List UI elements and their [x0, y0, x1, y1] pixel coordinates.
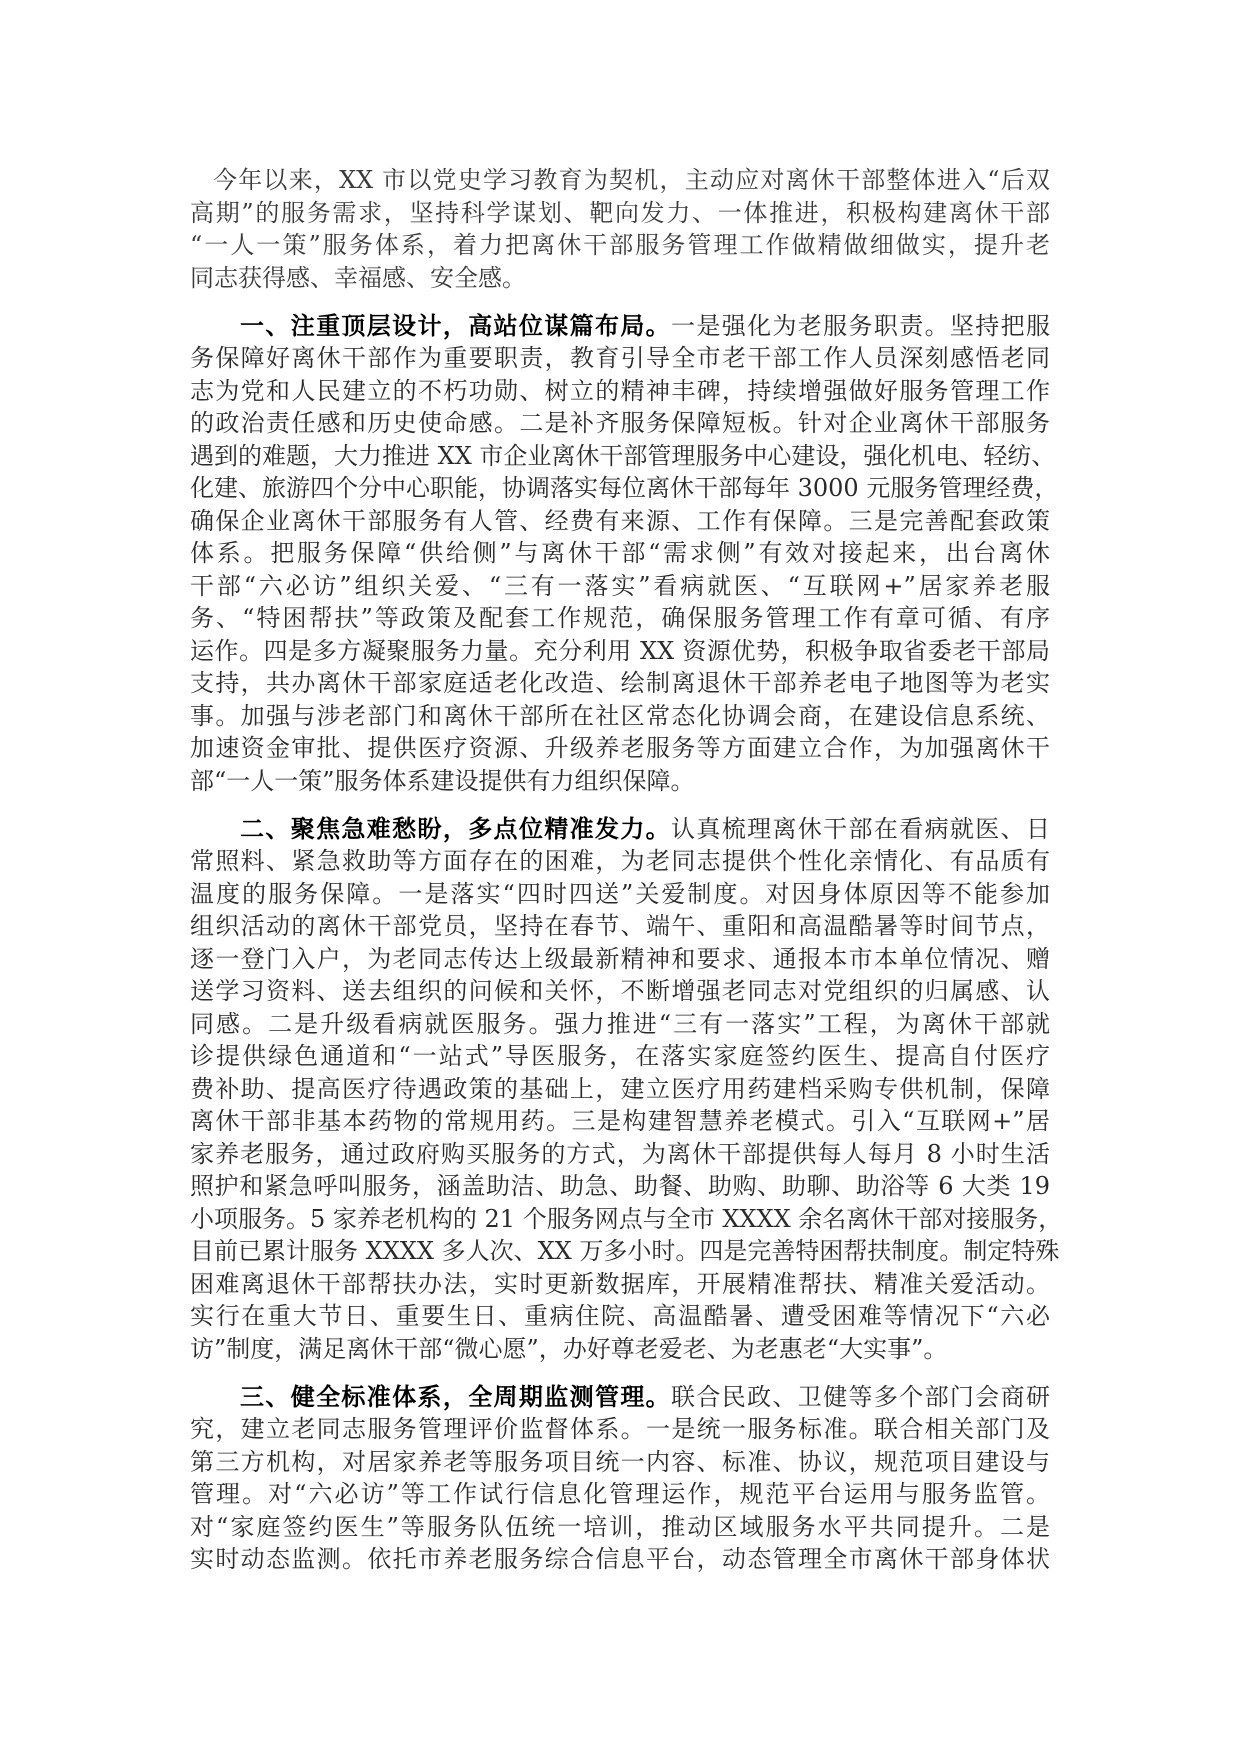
text-line: 困难离退休干部帮扶办法，实时更新数据库，开展精准帮扶、精准关爱活动。: [190, 1269, 1050, 1298]
text-line: 诊提供绿色通道和“一站式”导医服务，在落实家庭签约医生、提高自付医疗: [190, 1042, 1050, 1070]
text-line: 遇到的难题，大力推进 XX 市企业离休干部管理服务中心建设，强化机电、轻纺、: [190, 441, 1056, 470]
text-line: 志为党和人民建立的不朽功勋、树立的精神丰碑，持续增强做好服务管理工作: [190, 376, 1050, 405]
text-line: 送学习资料、送去组织的问候和关怀，不断增强老同志对党组织的归属感、认: [190, 977, 1050, 1005]
text-line: 管理。对“六必访”等工作试行信息化管理运作，规范平台运用与服务监管。: [190, 1480, 1050, 1508]
text-line: 离休干部非基本药物的常规用药。三是构建智慧养老模式。引入“互联网+”居: [190, 1107, 1050, 1135]
text-line: “一人一策”服务体系，着力把离休干部服务管理工作做精做细做实，提升老: [190, 231, 1050, 259]
text-line: 的政治责任感和历史使命感。二是补齐服务保障短板。针对企业离休干部服务: [190, 409, 1050, 437]
text-line: 逐一登门入户，为老同志传达上级最新精神和要求、通报本市本单位情况、赠: [190, 944, 1050, 973]
section-heading: 一、注重顶层设计，高站位谋篇布局。: [240, 310, 672, 340]
section-first-line: [190, 813, 1050, 846]
text-line: 部“一人一策”服务体系建设提供有力组织保障。: [190, 766, 695, 795]
text-line: 实行在重大节日、重要生日、重病住院、高温酷暑、遭受困难等情况下“六必: [190, 1302, 1050, 1330]
text-line: 家养老服务，通过政府购买服务的方式，为离休干部提供每人每月 8 小时生活: [190, 1139, 1050, 1168]
section-heading: 三、健全标准体系，全周期监测管理。: [240, 1381, 672, 1411]
text-line: 高期”的服务需求，坚持科学谋划、靶向发力、一体推进，积极构建离休干部: [190, 198, 1050, 227]
text-line: 照护和紧急呼叫服务，涵盖助洁、助急、助餐、助购、助聊、助浴等 6 大类 19: [190, 1172, 1050, 1200]
text-line: 小项服务。5 家养老机构的 21 个服务网点与全市 XXXX 余名离休干部对接服务，: [190, 1204, 1063, 1233]
text-line: 访”制度，满足离休干部“微心愿”，办好尊老爱老、为老惠老“大实事”。: [190, 1334, 948, 1363]
intro-paragraph: [190, 164, 1050, 294]
text-line: 干部“六必访”组织关爱、“三有一落实”看病就医、“互联网+”居家养老服: [190, 571, 1050, 600]
text-line: 目前已累计服务 XXXX 多人次、XX 万多小时。四是完善特困帮扶制度。制定特殊: [190, 1237, 1060, 1265]
text-line: 支持，共办离休干部家庭适老化改造、绘制离退休干部养老电子地图等为老实: [190, 669, 1050, 697]
sections: [190, 310, 1063, 1576]
section-paragraph: [190, 1381, 1050, 1576]
text-line: 今年以来，XX 市以党史学习教育为契机，主动应对离休干部整体进入“后双: [213, 166, 1050, 194]
text-span: 认真梳理离休干部在看病就医、日: [671, 814, 1050, 843]
section-paragraph: [190, 813, 1063, 1366]
document-body: [190, 164, 1063, 1591]
text-line: 加速资金审批、提供医疗资源、升级养老服务等方面建立合作，为加强离休干: [190, 734, 1050, 762]
text-line: 究，建立老同志服务管理评价监督体系。一是统一服务标准。联合相关部门及: [190, 1415, 1050, 1443]
section-first-line: [190, 1381, 1050, 1414]
text-line: 实时动态监测。依托市养老服务综合信息平台，动态管理全市离休干部身体状: [190, 1545, 1050, 1573]
text-line: 费补助、提高医疗待遇政策的基础上，建立医疗用药建档采购专供机制，保障: [190, 1074, 1050, 1103]
text-line: 事。加强与涉老部门和离休干部所在社区常态化协调会商，在建设信息系统、: [190, 701, 1050, 730]
text-line: 组织活动的离休干部党员，坚持在春节、端午、重阳和高温酷暑等时间节点，: [190, 912, 1050, 940]
text-line: 同感。二是升级看病就医服务。强力推进“三有一落实”工程，为离休干部就: [190, 1009, 1050, 1038]
text-line: 第三方机构，对居家养老等服务项目统一内容、标准、协议，规范项目建设与: [190, 1447, 1050, 1476]
text-span: 联合民政、卫健等多个部门会商研: [671, 1382, 1050, 1411]
text-line: 对“家庭签约医生”等服务队伍统一培训，推动区域服务水平共同提升。二是: [190, 1512, 1050, 1541]
text-line: 确保企业离休干部服务有人管、经费有来源、工作有保障。三是完善配套政策: [190, 506, 1050, 535]
text-line: 务保障好离休干部作为重要职责，教育引导全市老干部工作人员深刻感悟老同: [190, 344, 1050, 372]
section-heading: 二、聚焦急难愁盼，多点位精准发力。: [240, 813, 672, 843]
text-line: 运作。四是多方凝聚服务力量。充分利用 XX 资源优势，积极争取省委老干部局: [190, 636, 1050, 665]
text-line: 化建、旅游四个分中心职能，协调落实每位离休干部每年 3000 元服务管理经费，: [190, 474, 1059, 502]
section-paragraph: [190, 310, 1059, 798]
text-span: 一是强化为老服务职责。坚持把服: [671, 311, 1050, 340]
text-line: 体系。把服务保障“供给侧”与离休干部“需求侧”有效对接起来，出台离休: [190, 539, 1050, 567]
text-line: 同志获得感、幸福感、安全感。: [190, 263, 526, 292]
text-line: 务、“特困帮扶”等政策及配套工作规范，确保服务管理工作有章可循、有序: [190, 604, 1050, 632]
text-line: 常照料、紧急救助等方面存在的困难，为老同志提供个性化亲情化、有品质有: [190, 847, 1050, 875]
section-first-line: [190, 310, 1050, 343]
text-line: 温度的服务保障。一是落实“四时四送”关爱制度。对因身体原因等不能参加: [190, 879, 1050, 908]
